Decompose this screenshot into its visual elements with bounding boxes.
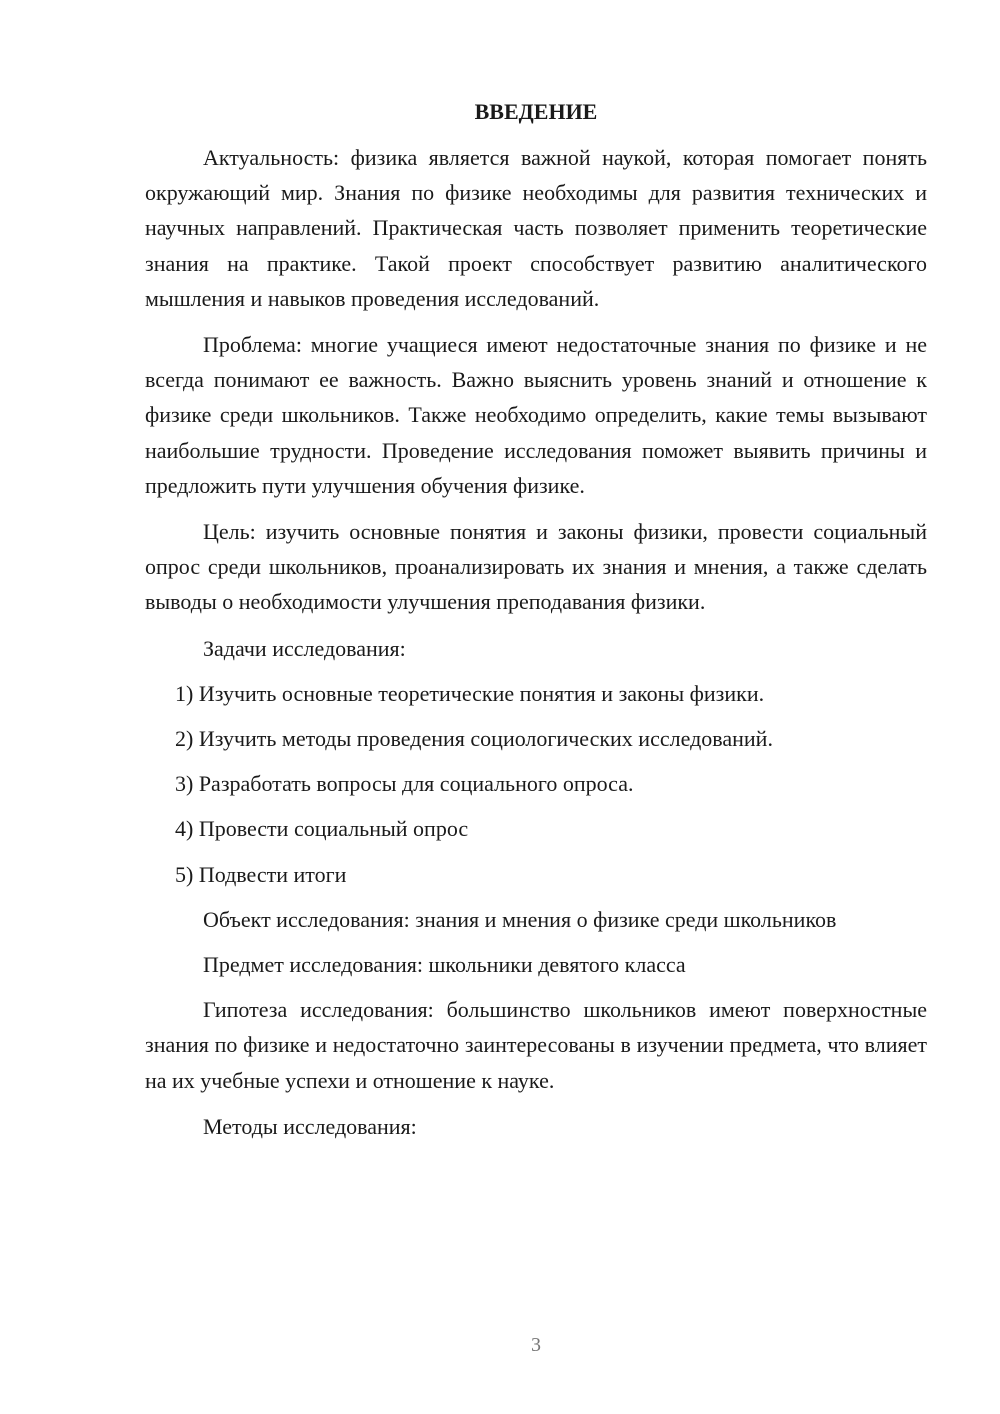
problem-paragraph: Проблема: многие учащиеся имеют недостаточные знания по физике и не всегда понимают ее важность. Важно выяснить уровень знаний и отношение к физике среди школьников. Также необходимо определить, какие темы вызывают наибольшие трудности. Проведение исследования поможет выявить причины и предложить пути улучшения обучения физике.: [145, 332, 927, 498]
hypothesis-paragraph: Гипотеза исследования: большинство школьников имеют поверхностные знания по физике и недостаточно заинтересованы в изучении предмета, что влияет на их учебные успехи и отношение к науке.: [145, 997, 927, 1093]
document-body: [145, 140, 927, 1154]
tasks-heading: Задачи исследования:: [203, 635, 406, 661]
task-item-3: 3) Разработать вопросы для социального опроса.: [175, 771, 634, 797]
task-item-2: 2) Изучить методы проведения социологических исследований.: [175, 726, 773, 752]
task-item-1: 1) Изучить основные теоретические понятия и законы физики.: [175, 680, 765, 706]
task-item-4: 4) Провести социальный опрос: [175, 816, 469, 842]
research-object: Объект исследования: знания и мнения о физике среди школьников: [203, 906, 837, 932]
page-title: ВВЕДЕНИЕ: [474, 99, 598, 124]
task-item-5: 5) Подвести итоги: [175, 861, 347, 887]
methods-heading: Методы исследования:: [203, 1113, 417, 1139]
goal-paragraph: Цель: изучить основные понятия и законы физики, провести социальный опрос среди школьников, проанализировать их знания и мнения, а также сделать выводы о необходимости улучшения преподавания физики.: [145, 519, 927, 615]
page-number: 3: [531, 1334, 541, 1356]
research-subject: Предмет исследования: школьники девятого класса: [203, 952, 686, 978]
relevance-paragraph: Актуальность: физика является важной наукой, которая помогает понять окружающий мир. Знания по физике необходимы для развития технических и научных направлений. Практическая часть позволяет применить теоретические знания на практике. Такой проект способствует развитию аналитического мышления и навыков проведения исследований.: [145, 145, 927, 311]
